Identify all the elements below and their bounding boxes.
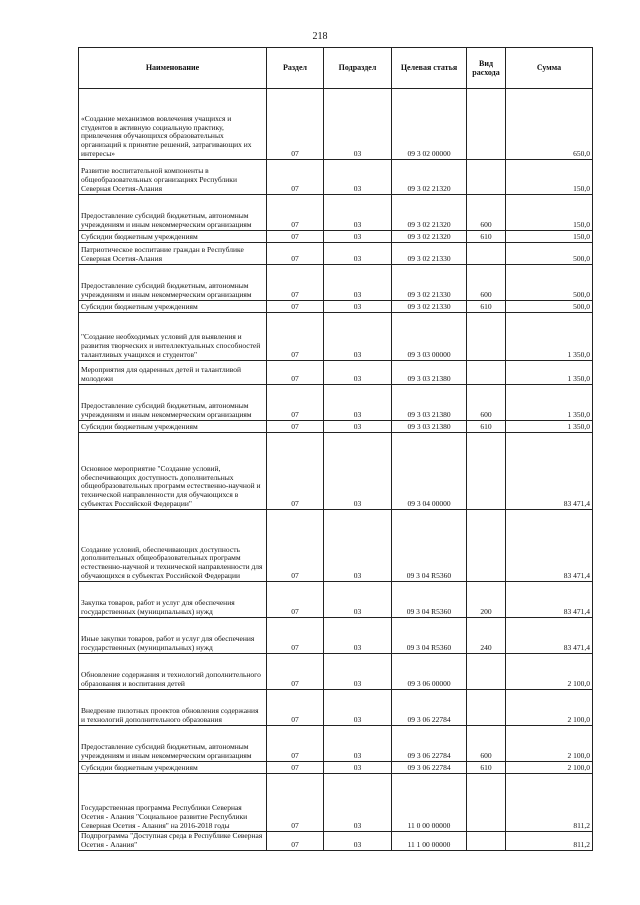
row-target: 09 3 03 21380	[392, 421, 467, 433]
row-podrazdel: 03	[324, 654, 392, 690]
row-target: 09 3 06 22784	[392, 762, 467, 774]
row-name: Закупка товаров, работ и услуг для обеспечения государственных (муниципальных) нужд	[79, 582, 267, 618]
row-razdel: 07	[267, 301, 324, 313]
row-name: Субсидии бюджетным учреждениям	[79, 301, 267, 313]
row-target: 09 3 06 00000	[392, 654, 467, 690]
row-vid	[467, 690, 506, 726]
row-name: Субсидии бюджетным учреждениям	[79, 231, 267, 243]
row-podrazdel: 03	[324, 774, 392, 832]
row-podrazdel: 03	[324, 433, 392, 510]
row-podrazdel: 03	[324, 832, 392, 851]
row-razdel: 07	[267, 654, 324, 690]
row-sum: 2 100,0	[506, 654, 593, 690]
row-razdel: 07	[267, 160, 324, 195]
row-razdel: 07	[267, 385, 324, 421]
row-razdel: 07	[267, 582, 324, 618]
table-header-row	[79, 48, 593, 89]
row-razdel: 07	[267, 195, 324, 231]
row-sum: 811,2	[506, 774, 593, 832]
table-row	[79, 774, 593, 832]
row-sum: 83 471,4	[506, 582, 593, 618]
row-vid	[467, 313, 506, 361]
row-sum: 150,0	[506, 195, 593, 231]
row-sum: 811,2	[506, 832, 593, 851]
row-target: 09 3 04 R5360	[392, 510, 467, 582]
table-row	[79, 726, 593, 762]
row-podrazdel: 03	[324, 421, 392, 433]
row-razdel: 07	[267, 832, 324, 851]
row-razdel: 07	[267, 690, 324, 726]
row-vid: 240	[467, 618, 506, 654]
row-razdel: 07	[267, 618, 324, 654]
row-name: Предоставление субсидий бюджетным, автономным учреждениям и иным некоммерческим организациям	[79, 726, 267, 762]
row-podrazdel: 03	[324, 231, 392, 243]
table-row	[79, 361, 593, 385]
row-target: 09 3 04 00000	[392, 433, 467, 510]
row-razdel: 07	[267, 433, 324, 510]
row-podrazdel: 03	[324, 313, 392, 361]
row-name: Развитие воспитательной компоненты в общеобразовательных организациях Республики Северная Осетия-Алания	[79, 160, 267, 195]
row-name: Патриотическое воспитание граждан в Республике Северная Осетия-Алания	[79, 243, 267, 265]
row-target: 09 3 02 21330	[392, 301, 467, 313]
row-vid	[467, 832, 506, 851]
row-sum: 2 100,0	[506, 762, 593, 774]
row-vid	[467, 510, 506, 582]
row-target: 09 3 06 22784	[392, 690, 467, 726]
row-sum: 2 100,0	[506, 690, 593, 726]
row-sum: 500,0	[506, 301, 593, 313]
row-target: 09 3 02 21330	[392, 243, 467, 265]
row-vid: 610	[467, 231, 506, 243]
row-sum: 2 100,0	[506, 726, 593, 762]
row-target: 11 0 00 00000	[392, 774, 467, 832]
row-razdel: 07	[267, 361, 324, 385]
row-razdel: 07	[267, 421, 324, 433]
table-row	[79, 265, 593, 301]
table-row	[79, 433, 593, 510]
row-target: 09 3 06 22784	[392, 726, 467, 762]
table-row	[79, 510, 593, 582]
row-target: 09 3 02 21330	[392, 265, 467, 301]
row-podrazdel: 03	[324, 618, 392, 654]
header-podrazdel: Подраздел	[324, 48, 392, 89]
row-razdel: 07	[267, 89, 324, 160]
row-target: 09 3 04 R5360	[392, 618, 467, 654]
header-razdel: Раздел	[267, 48, 324, 89]
row-razdel: 07	[267, 774, 324, 832]
row-target: 09 3 02 21320	[392, 231, 467, 243]
row-sum: 1 350,0	[506, 385, 593, 421]
row-podrazdel: 03	[324, 195, 392, 231]
row-name: Предоставление субсидий бюджетным, автономным учреждениям и иным некоммерческим организациям	[79, 265, 267, 301]
row-sum: 500,0	[506, 265, 593, 301]
row-podrazdel: 03	[324, 726, 392, 762]
page-number: 218	[312, 31, 328, 42]
row-vid	[467, 89, 506, 160]
table-body	[79, 89, 593, 851]
row-target: 11 1 00 00000	[392, 832, 467, 851]
row-vid: 610	[467, 301, 506, 313]
row-podrazdel: 03	[324, 160, 392, 195]
row-name: Предоставление субсидий бюджетным, автономным учреждениям и иным некоммерческим организациям	[79, 385, 267, 421]
row-vid	[467, 774, 506, 832]
row-sum: 500,0	[506, 243, 593, 265]
row-vid: 600	[467, 385, 506, 421]
row-vid: 610	[467, 762, 506, 774]
row-name: Создание условий, обеспечивающих доступность дополнительных общеобразовательных программ естественно-научной и технической направленности для обучающихся в субъектах Российской Федерации	[79, 510, 267, 582]
row-target: 09 3 03 00000	[392, 313, 467, 361]
table-row	[79, 582, 593, 618]
table-row	[79, 654, 593, 690]
table-row	[79, 313, 593, 361]
table-row	[79, 160, 593, 195]
row-vid	[467, 160, 506, 195]
header-target: Целевая статья	[392, 48, 467, 89]
row-razdel: 07	[267, 726, 324, 762]
table-row	[79, 243, 593, 265]
header-name: Наименование	[79, 48, 267, 89]
row-podrazdel: 03	[324, 582, 392, 618]
table-row	[79, 89, 593, 160]
table-row	[79, 690, 593, 726]
row-vid: 200	[467, 582, 506, 618]
row-name: Государственная программа Республики Северная Осетия - Алания "Социальное развитие Республики Северная Осетия - Алания" на 2016-2018 годы	[79, 774, 267, 832]
row-target: 09 3 03 21380	[392, 385, 467, 421]
row-vid: 610	[467, 421, 506, 433]
row-sum: 650,0	[506, 89, 593, 160]
row-podrazdel: 03	[324, 762, 392, 774]
row-sum: 1 350,0	[506, 313, 593, 361]
row-sum: 1 350,0	[506, 421, 593, 433]
row-name: Иные закупки товаров, работ и услуг для обеспечения государственных (муниципальных) нужд	[79, 618, 267, 654]
table-row	[79, 832, 593, 851]
row-podrazdel: 03	[324, 510, 392, 582]
row-podrazdel: 03	[324, 690, 392, 726]
row-name: Внедрение пилотных проектов обновления содержания и технологий дополнительного образования	[79, 690, 267, 726]
row-razdel: 07	[267, 762, 324, 774]
row-sum: 83 471,4	[506, 510, 593, 582]
row-vid: 600	[467, 265, 506, 301]
header-sum: Сумма	[506, 48, 593, 89]
row-vid	[467, 654, 506, 690]
row-razdel: 07	[267, 265, 324, 301]
row-sum: 83 471,4	[506, 433, 593, 510]
row-podrazdel: 03	[324, 361, 392, 385]
row-podrazdel: 03	[324, 89, 392, 160]
table-row	[79, 301, 593, 313]
table-row	[79, 385, 593, 421]
row-target: 09 3 02 21320	[392, 195, 467, 231]
row-podrazdel: 03	[324, 301, 392, 313]
table-row	[79, 618, 593, 654]
row-name: Обновление содержания и технологий дополнительного образования и воспитания детей	[79, 654, 267, 690]
row-razdel: 07	[267, 243, 324, 265]
row-vid	[467, 433, 506, 510]
row-sum: 1 350,0	[506, 361, 593, 385]
row-sum: 150,0	[506, 231, 593, 243]
row-name: Подпрограмма "Доступная среда в Республике Северная Осетия - Алания"	[79, 832, 267, 851]
row-sum: 150,0	[506, 160, 593, 195]
table-row	[79, 421, 593, 433]
row-target: 09 3 02 21320	[392, 160, 467, 195]
row-name: Субсидии бюджетным учреждениям	[79, 421, 267, 433]
table-row	[79, 762, 593, 774]
row-name: «Создание механизмов вовлечения учащихся и студентов в активную социальную практику, привлечения обучающихся образовательных организаций к принятие решений, затрагивающих их интересы»	[79, 89, 267, 160]
row-podrazdel: 03	[324, 385, 392, 421]
row-razdel: 07	[267, 231, 324, 243]
row-name: Мероприятия для одаренных детей и талантливой молодежи	[79, 361, 267, 385]
budget-table	[78, 47, 593, 851]
row-target: 09 3 04 R5360	[392, 582, 467, 618]
row-name: Предоставление субсидий бюджетным, автономным учреждениям и иным некоммерческим организациям	[79, 195, 267, 231]
row-vid	[467, 243, 506, 265]
row-vid: 600	[467, 726, 506, 762]
row-name: Субсидии бюджетным учреждениям	[79, 762, 267, 774]
table-row	[79, 195, 593, 231]
row-target: 09 3 02 00000	[392, 89, 467, 160]
table-row	[79, 231, 593, 243]
row-podrazdel: 03	[324, 243, 392, 265]
row-name: "Создание необходимых условий для выявления и развития творческих и интеллектуальных способностей талантливых учащихся и студентов"	[79, 313, 267, 361]
row-podrazdel: 03	[324, 265, 392, 301]
row-sum: 83 471,4	[506, 618, 593, 654]
row-name: Основное мероприятие "Создание условий, обеспечивающих доступность дополнительных общеобразовательных программ естественно-научной и технической направленности для обучающихся в субъектах Российской Федерации"	[79, 433, 267, 510]
row-vid	[467, 361, 506, 385]
row-razdel: 07	[267, 313, 324, 361]
row-razdel: 07	[267, 510, 324, 582]
row-target: 09 3 03 21380	[392, 361, 467, 385]
header-vid: Вид расхода	[467, 48, 506, 89]
row-vid: 600	[467, 195, 506, 231]
